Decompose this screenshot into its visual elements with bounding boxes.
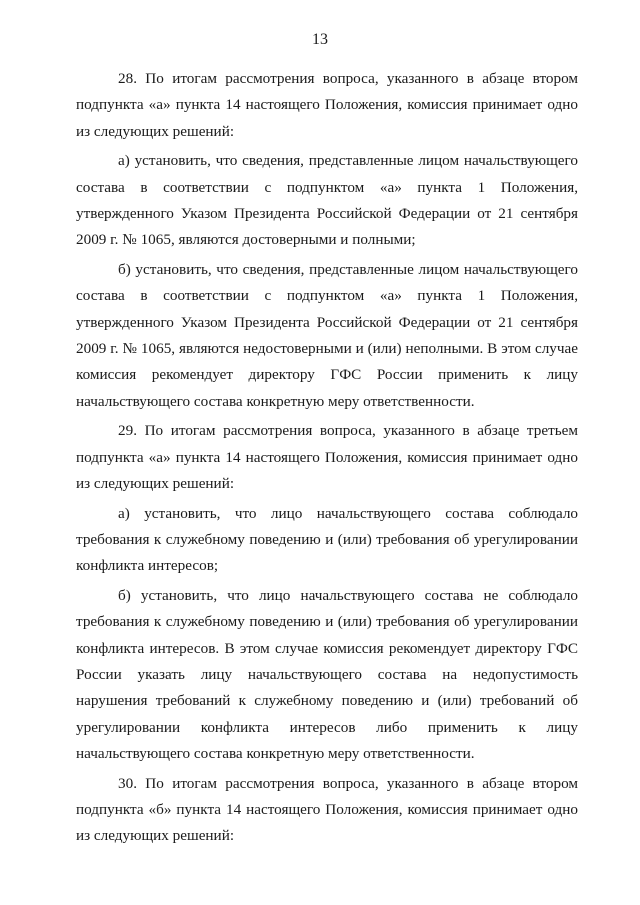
paragraph-29-b: б) установить, что лицо начальствующего состава не соблюдало требования к служебному поведению и (или) требования об урегулировании конфликта интересов. В этом случае комиссия рекомендует директору ГФС России указать лицу начальствующего состава на недопустимость нарушения требований к служебному поведению и (или) требований об урегулировании конфликта интересов либо применить к лицу начальствующего состава конкретную меру ответственности.	[76, 586, 578, 763]
paragraph-28-b: б) установить, что сведения, представленные лицом начальствующего состава в соответствии с подпунктом «а» пункта 1 Положения, утвержденного Указом Президента Российской Федерации от 21 сентября 2009 г. № 1065, являются недостоверными и (или) неполными. В этом случае комиссия рекомендует директору ГФС России применить к лицу начальствующего состава конкретную меру ответственности.	[76, 260, 578, 410]
paragraph-28: 28. По итогам рассмотрения вопроса, указанного в абзаце втором подпункта «а» пункта 14 настоящего Положения, комиссия принимает одно из следующих решений:	[76, 70, 578, 140]
page-number: 13	[312, 31, 328, 48]
paragraph-29-a: а) установить, что лицо начальствующего состава соблюдало требования к служебному поведению и (или) требования об урегулировании конфликта интересов;	[76, 504, 578, 575]
paragraph-29: 29. По итогам рассмотрения вопроса, указанного в абзаце третьем подпункта «а» пункта 14 настоящего Положения, комиссия принимает одно из следующих решений:	[76, 422, 578, 493]
paragraph-28-a: а) установить, что сведения, представленные лицом начальствующего состава в соответствии с подпунктом «а» пункта 1 Положения, утвержденного Указом Президента Российской Федерации от 21 сентября 2009 г. № 1065, являются достоверными и полными;	[76, 152, 578, 249]
document-text	[76, 66, 578, 853]
paragraph-30: 30. По итогам рассмотрения вопроса, указанного в абзаце втором подпункта «б» пункта 14 настоящего Положения, комиссия принимает одно из следующих решений:	[76, 774, 578, 845]
